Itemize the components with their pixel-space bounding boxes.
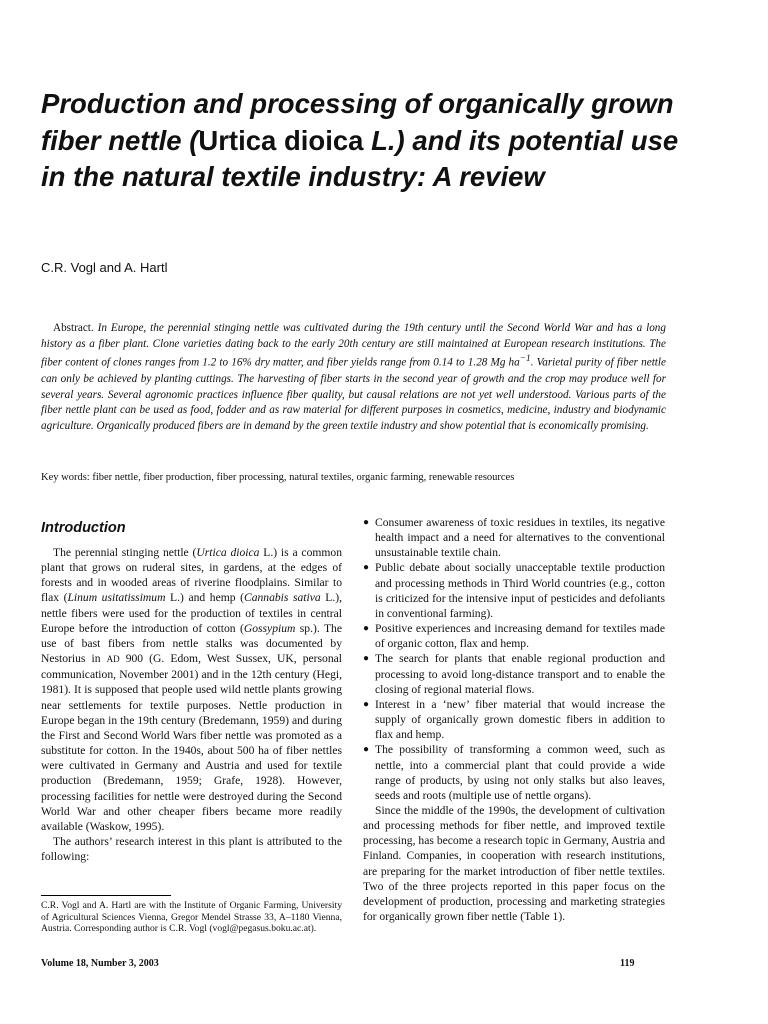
introduction-heading: Introduction <box>41 520 126 536</box>
left-column <box>41 518 342 864</box>
keywords: Key words: fiber nettle, fiber production, fiber processing, natural textiles, organic farming, renewable resources <box>41 472 515 483</box>
intro-paragraph-1 <box>41 545 342 834</box>
title-part-1: Production and processing of organically grown fiber nettle ( <box>41 88 674 156</box>
intro-paragraph-2: The authors’ research interest in this plant is attributed to the following: <box>41 834 342 864</box>
abstract <box>41 321 666 435</box>
footnote-divider <box>41 895 171 896</box>
title-species-name: Urtica dioica <box>198 124 364 156</box>
abstract-text-a: In Europe, the perennial stinging nettle was cultivated during the 19th century until the Second World War and has a long history as a fiber plant. Clone varieties dating back to the early 20th century are still maintained at European research institutions. The fiber content of clones ranges from 1.2 to 16% dry matter, and fiber yields range from 0.14 to 1.28 Mg ha <box>41 322 666 370</box>
intro-p1-text-2: L.) is a common plant that grows on ruderal sites, in gardens, at the edges of forests and in wooded areas of riverine floodplains. Similar to flax ( <box>41 546 342 605</box>
list-item <box>363 621 665 651</box>
bullet-icon: ● <box>363 562 370 574</box>
abstract-label: Abstract. <box>53 322 94 334</box>
list-item <box>363 742 665 803</box>
right-column <box>363 515 665 924</box>
list-item-text: The possibility of transforming a common weed, such as nettle, into a commercial plant that could provide a wide range of products, by using not only stalks but also leaves, seeds and roots (multiple use of nettle organs). <box>375 743 665 802</box>
bullet-icon: ● <box>363 517 370 528</box>
bullet-icon: ● <box>363 744 370 756</box>
journal-volume: Volume 18, Number 3, 2003 <box>41 958 159 969</box>
author-footnote: C.R. Vogl and A. Hartl are with the Institute of Organic Farming, University of Agricultural Sciences Vienna, Gregor Mendel Strasse 33, A–1180 Vienna, Austria. Corresponding author is C.R. Vogl (vogl@pegasus.boku.ac.at). <box>41 900 342 935</box>
reasons-list <box>363 515 665 803</box>
intro-p1-era-abbrev: AD <box>106 654 120 665</box>
list-item <box>363 651 665 696</box>
paper-title <box>41 86 701 196</box>
intro-p1-italic-2: Linum usitatissimum <box>67 591 166 605</box>
intro-p1-italic-4: Gossypium <box>243 621 296 635</box>
intro-p1-text-5: sp.). The use of bast fibers from nettle stalks was documented by Nestorius in <box>41 621 342 666</box>
list-item-text: Public debate about socially unacceptable textile production and processing methods in Third World countries (e.g., cotton is criticized for the intensive input of pesticides and defoliants in conventional farming). <box>375 561 665 620</box>
intro-p1-italic-1: Urtica dioica <box>196 546 260 559</box>
bullet-icon: ● <box>363 698 370 710</box>
list-item-text: Positive experiences and increasing demand for textiles made of organic cotton, flax and hemp. <box>375 622 665 651</box>
list-item-text: Interest in a ‘new’ fiber material that would increase the supply of organically grown domestic fibers in addition to flax and hemp. <box>375 697 665 742</box>
intro-p1-text-4: L.), nettle fibers were used for the production of textiles in central Europe before the introduction of cotton ( <box>41 591 343 635</box>
list-item <box>363 697 665 742</box>
bullet-icon: ● <box>363 623 370 635</box>
intro-p1-text-3: L.) and hemp ( <box>165 591 244 605</box>
intro-p1-text-1: The perennial stinging nettle ( <box>53 546 197 559</box>
bullet-icon: ● <box>363 653 370 665</box>
authors: C.R. Vogl and A. Hartl <box>41 260 168 275</box>
list-item <box>363 515 665 560</box>
list-item-text: The search for plants that enable regional production and processing to avoid long-distance transport and to enable the closing of regional material flows. <box>375 652 665 696</box>
title-part-2: L.) and its potential use in the natural textile industry: A review <box>41 124 679 192</box>
intro-p1-italic-3: Cannabis sativa <box>243 591 321 605</box>
abstract-superscript: −1 <box>519 354 531 365</box>
intro-p1-text-6: 900 (G. Edom, West Sussex, UK, personal communication, November 2001) and in the 12th century (Hegi, 1981). It is supposed that people used wild nettle plants growing near settlements for textile purposes. Nettle production in Europe began in the 19th century (Bredemann, 1959) and during the First and Second World Wars fiber nettle was promoted as a substitute for cotton. In the 1940s, about 500 ha of fiber nettles were cultivated in Germany and Austria and used for textile production (Bredemann, 1959; Grafe, 1928). However, processing facilities for nettle were destroyed during the Second World War and other cheaper fibers became more readily available (Waskow, 1995). <box>41 652 342 833</box>
abstract-text-b: . Varietal purity of fiber nettle can only be achieved by planting cuttings. The harvesting of fiber starts in the second year of growth and the crop may produce well for several years. Several agronomic practices influence fiber quality, but causal relations are not yet well understood. Various parts of the fiber nettle plant can be used as food, fodder and as raw material for different purposes in cosmetics, medicine, industry and biodynamic agriculture. Organically produced fibers are in demand by the green textile industry and show potential that is economically promising. <box>41 357 666 432</box>
list-item <box>363 560 665 621</box>
list-item-text: Consumer awareness of toxic residues in textiles, its negative health impact and a need for alternatives to the conventional unsustainable textile chain. <box>375 516 665 560</box>
page-number: 119 <box>620 958 635 969</box>
research-context-paragraph: Since the middle of the 1990s, the development of cultivation and processing methods for fiber nettle, and improved textile processing, has become a research topic in Germany, Austria and Finland. Companies, in cooperation with research institutions, are preparing for the market introduction of fiber nettle textiles. Two of the three projects reported in this paper focus on the development of production, processing and marketing strategies for organically grown fiber nettle (Table 1). <box>363 803 665 924</box>
